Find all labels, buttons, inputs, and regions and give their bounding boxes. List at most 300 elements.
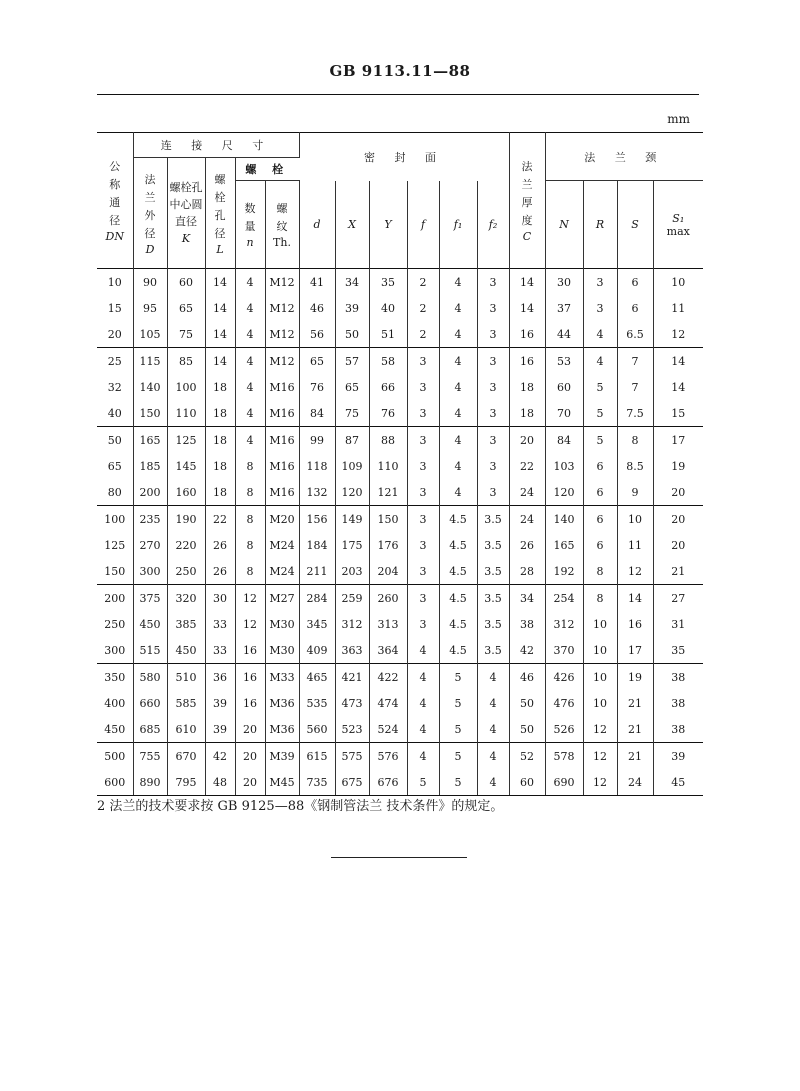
table-cell: 4 (439, 453, 477, 479)
table-cell: 3.5 (477, 585, 509, 612)
table-cell: 6 (583, 532, 617, 558)
table-cell: 36 (205, 664, 235, 691)
table-cell: 60 (167, 269, 205, 296)
table-cell: 690 (545, 769, 583, 796)
table-cell: 615 (299, 743, 335, 770)
table-cell: M24 (265, 532, 299, 558)
table-cell: 90 (133, 269, 167, 296)
table-cell: 4 (439, 479, 477, 506)
table-cell: 176 (369, 532, 407, 558)
table-cell: 192 (545, 558, 583, 585)
table-cell: 20 (671, 485, 686, 499)
footnote: 2 法兰的技术要求按 GB 9125—88《钢制管法兰 技术条件》的规定。 (97, 799, 504, 814)
table-cell: 20 (671, 538, 686, 552)
table-cell: 2 (407, 295, 439, 321)
table-row (97, 400, 703, 427)
header-Y: Y (369, 181, 407, 269)
table-cell: 132 (299, 479, 335, 506)
table-row (97, 427, 703, 454)
table-cell: 3 (477, 374, 509, 400)
table-cell: 5 (439, 716, 477, 743)
table-cell: 450 (97, 716, 133, 743)
table-cell: 3 (583, 295, 617, 321)
table-cell: 24 (509, 506, 545, 533)
table-cell: 676 (369, 769, 407, 796)
header-sealing-group: 密 封 面 (299, 133, 509, 181)
table-row (97, 453, 703, 479)
table-cell: 6 (583, 506, 617, 533)
table-cell: 2 (407, 269, 439, 296)
table-cell: 103 (545, 453, 583, 479)
table-cell: 345 (299, 611, 335, 637)
header-f2: f₂ (477, 181, 509, 269)
header-N: N (545, 181, 583, 269)
table-cell: 11 (671, 301, 686, 315)
header-connection-group: 连 接 尺 寸 (133, 133, 299, 158)
table-cell: 385 (167, 611, 205, 637)
table-cell: 21 (617, 743, 653, 770)
table-cell: 12 (671, 327, 686, 341)
table-cell: 32 (97, 374, 133, 400)
table-cell: 204 (369, 558, 407, 585)
table-row (97, 479, 703, 506)
table-cell: 200 (97, 585, 133, 612)
header-D: 法兰外径 D (133, 158, 167, 269)
table-cell: 19 (617, 664, 653, 691)
table-cell: 578 (545, 743, 583, 770)
table-cell: 524 (369, 716, 407, 743)
table-cell: 35 (369, 269, 407, 296)
table-cell: 6 (617, 269, 653, 296)
table-cell: 8 (583, 585, 617, 612)
table-cell: 35 (671, 643, 686, 657)
table-row (97, 611, 703, 637)
table-cell: 165 (133, 427, 167, 454)
table-cell: 14 (205, 269, 235, 296)
table-cell: M30 (265, 611, 299, 637)
table-cell: 20 (653, 506, 703, 533)
table-cell: 33 (205, 637, 235, 664)
table-cell: 60 (545, 374, 583, 400)
table-cell: 685 (133, 716, 167, 743)
table-cell: 260 (369, 585, 407, 612)
table-cell: 575 (335, 743, 369, 770)
table-cell: 38 (653, 664, 703, 691)
table-cell: 53 (545, 348, 583, 375)
table-cell: 84 (545, 427, 583, 454)
table-cell: M12 (265, 295, 299, 321)
table-cell: 20 (235, 743, 265, 770)
table-cell: 4.5 (439, 585, 477, 612)
table-cell: 8 (235, 532, 265, 558)
table-cell: 95 (133, 295, 167, 321)
table-cell: 4 (235, 348, 265, 375)
table-cell: 30 (545, 269, 583, 296)
table-row (97, 374, 703, 400)
table-cell: 18 (205, 427, 235, 454)
table-cell: 48 (205, 769, 235, 796)
table-cell: 350 (97, 664, 133, 691)
table-cell: 576 (369, 743, 407, 770)
table-cell: 3 (477, 269, 509, 296)
table-cell: 8 (235, 506, 265, 533)
header-neck-group: 法 兰 颈 (545, 133, 703, 181)
table-cell: 12 (583, 716, 617, 743)
table-cell: 26 (205, 558, 235, 585)
table-cell: 4 (477, 743, 509, 770)
table-cell: 3 (407, 374, 439, 400)
table-cell: M16 (265, 479, 299, 506)
table-cell: 42 (205, 743, 235, 770)
table-cell: 5 (583, 400, 617, 427)
table-cell: 17 (653, 427, 703, 454)
table-cell: 190 (167, 506, 205, 533)
table-cell: 40 (369, 295, 407, 321)
table-cell: 50 (335, 321, 369, 348)
table-cell: 363 (335, 637, 369, 664)
table-cell: 426 (545, 664, 583, 691)
table-cell: M16 (265, 453, 299, 479)
end-rule (331, 857, 467, 858)
table-cell: 19 (671, 459, 686, 473)
table-cell: 8 (235, 479, 265, 506)
table-cell: 120 (335, 479, 369, 506)
table-cell: 6 (583, 453, 617, 479)
table-cell: 250 (167, 558, 205, 585)
table-cell: 41 (299, 269, 335, 296)
table-cell: 300 (133, 558, 167, 585)
table-cell: 18 (509, 400, 545, 427)
table-cell: 39 (653, 743, 703, 770)
table-cell: 34 (509, 585, 545, 612)
table-cell: 28 (509, 558, 545, 585)
table-cell: 75 (167, 321, 205, 348)
table-cell: 150 (369, 506, 407, 533)
table-cell: 165 (545, 532, 583, 558)
table-cell: 150 (133, 400, 167, 427)
table-cell: M36 (265, 690, 299, 716)
table-cell: M39 (265, 743, 299, 770)
table-cell: 3 (477, 453, 509, 479)
table-cell: 109 (335, 453, 369, 479)
table-cell: 300 (97, 637, 133, 664)
table-cell: 8 (235, 558, 265, 585)
table-cell: 39 (335, 295, 369, 321)
table-cell: 18 (205, 453, 235, 479)
table-cell: 203 (335, 558, 369, 585)
table-cell: 10 (97, 269, 133, 296)
table-cell: 4.5 (439, 637, 477, 664)
table-cell: 312 (335, 611, 369, 637)
table-cell: 14 (617, 585, 653, 612)
table-row (97, 690, 703, 716)
table-cell: 890 (133, 769, 167, 796)
table-cell: 12 (235, 611, 265, 637)
table-row (97, 743, 703, 770)
table-cell: 3 (477, 479, 509, 506)
table-cell: 795 (167, 769, 205, 796)
header-rule (97, 94, 699, 95)
header-S1: S₁ max (666, 211, 690, 238)
table-cell: 421 (335, 664, 369, 691)
table-cell: 16 (617, 611, 653, 637)
table-cell: 14 (671, 380, 686, 394)
table-cell: 21 (617, 690, 653, 716)
table-cell: 3 (477, 400, 509, 427)
table-cell: 4 (477, 664, 509, 691)
header-K: 螺栓孔中心圆直径 K (167, 158, 205, 269)
table-cell: M27 (265, 585, 299, 612)
table-cell: 4 (439, 427, 477, 454)
table-cell: 4 (235, 269, 265, 296)
table-cell: 50 (509, 716, 545, 743)
table-cell: M12 (265, 348, 299, 375)
table-cell: 8 (235, 453, 265, 479)
table-cell: 99 (299, 427, 335, 454)
table-cell: 670 (167, 743, 205, 770)
table-cell: 254 (545, 585, 583, 612)
table-cell: 50 (97, 427, 133, 454)
table-cell: 660 (133, 690, 167, 716)
table-cell: 60 (509, 769, 545, 796)
table-cell: 7 (617, 348, 653, 375)
table-cell: 118 (299, 453, 335, 479)
table-cell: 14 (205, 321, 235, 348)
table-cell: 235 (133, 506, 167, 533)
table-cell: 5 (439, 664, 477, 691)
table-cell: 120 (545, 479, 583, 506)
table-cell: 211 (299, 558, 335, 585)
table-cell: 4 (439, 348, 477, 375)
table-cell: 20 (97, 321, 133, 348)
table-cell: 25 (97, 348, 133, 375)
table-row (97, 295, 703, 321)
table-cell: 11 (617, 532, 653, 558)
table-cell: 149 (335, 506, 369, 533)
table-cell: 3 (477, 295, 509, 321)
table-cell: 100 (97, 506, 133, 533)
table-cell: 4 (439, 295, 477, 321)
table-cell: 422 (369, 664, 407, 691)
page-header: GB 9113.11—88 (329, 62, 471, 80)
table-cell: 26 (205, 532, 235, 558)
table-cell: 3 (583, 269, 617, 296)
header-Th: 螺纹 Th. (265, 181, 299, 269)
table-cell: 5 (583, 427, 617, 454)
table-cell: 22 (205, 506, 235, 533)
table-cell: 20 (235, 716, 265, 743)
table-cell: 4 (235, 295, 265, 321)
table-cell: 51 (369, 321, 407, 348)
table-cell: 18 (205, 400, 235, 427)
table-cell: 185 (133, 453, 167, 479)
table-cell: 580 (133, 664, 167, 691)
table-cell: 474 (369, 690, 407, 716)
table-cell: 42 (509, 637, 545, 664)
table-cell: 3 (407, 611, 439, 637)
table-cell: M20 (265, 506, 299, 533)
header-bolt-group: 螺 栓 (235, 158, 299, 181)
table-cell: 400 (97, 690, 133, 716)
table-cell: 409 (299, 637, 335, 664)
header-f: f (407, 181, 439, 269)
table-cell: 66 (369, 374, 407, 400)
table-cell: 4 (235, 400, 265, 427)
table-cell: 46 (509, 664, 545, 691)
table-cell: 3.5 (477, 611, 509, 637)
table-cell: 375 (133, 585, 167, 612)
table-cell: 10 (583, 637, 617, 664)
table-cell: 24 (509, 479, 545, 506)
table-cell: 500 (97, 743, 133, 770)
table-cell: 3 (407, 585, 439, 612)
table-cell: M12 (265, 321, 299, 348)
table-row (97, 769, 703, 796)
table-cell: 37 (545, 295, 583, 321)
table-cell: 184 (299, 532, 335, 558)
table-cell: 370 (545, 637, 583, 664)
table-cell: 16 (509, 321, 545, 348)
table-cell: 39 (205, 690, 235, 716)
table-cell: 88 (369, 427, 407, 454)
table-cell: 6 (617, 295, 653, 321)
table-body (97, 269, 703, 796)
table-row (97, 269, 703, 296)
table-cell: 4 (439, 321, 477, 348)
table-cell: M16 (265, 400, 299, 427)
table-cell: 121 (369, 479, 407, 506)
table-cell: 4 (477, 716, 509, 743)
table-cell: 14 (205, 348, 235, 375)
table-cell: 160 (167, 479, 205, 506)
table-cell: 610 (167, 716, 205, 743)
table-cell: 145 (167, 453, 205, 479)
table-cell: M16 (265, 427, 299, 454)
table-cell: 526 (545, 716, 583, 743)
table-cell: 58 (369, 348, 407, 375)
header-d: d (299, 181, 335, 269)
table-row (97, 716, 703, 743)
table-cell: 3.5 (477, 506, 509, 533)
table-cell: 27 (653, 585, 703, 612)
table-cell: 40 (97, 400, 133, 427)
table-cell: 140 (133, 374, 167, 400)
table-cell: 3 (407, 479, 439, 506)
table-cell: 312 (545, 611, 583, 637)
table-cell: 515 (133, 637, 167, 664)
table-cell: 364 (369, 637, 407, 664)
table-cell: 26 (509, 532, 545, 558)
table-cell: 3 (477, 348, 509, 375)
table-cell: 250 (97, 611, 133, 637)
table-cell: M16 (265, 374, 299, 400)
table-cell: 16 (509, 348, 545, 375)
table-cell: M33 (265, 664, 299, 691)
table-cell: 39 (205, 716, 235, 743)
table-cell: 200 (133, 479, 167, 506)
table-cell: M30 (265, 637, 299, 664)
header-C: 法兰厚度 C (509, 133, 545, 269)
table-cell: 16 (235, 690, 265, 716)
table-cell: 70 (545, 400, 583, 427)
table-cell: 585 (167, 690, 205, 716)
table-cell: 52 (509, 743, 545, 770)
table-cell: 4 (477, 769, 509, 796)
table-cell: 21 (617, 716, 653, 743)
table-cell: 6 (583, 479, 617, 506)
table-cell: 4 (439, 374, 477, 400)
table-cell: 5 (583, 374, 617, 400)
table-cell: 5 (407, 769, 439, 796)
table-row (97, 664, 703, 691)
table-cell: 465 (299, 664, 335, 691)
table-cell: 110 (369, 453, 407, 479)
table-row (97, 348, 703, 375)
table-cell: 14 (509, 295, 545, 321)
table-cell: 44 (545, 321, 583, 348)
table-cell: 535 (299, 690, 335, 716)
header-n: 数量 n (235, 181, 265, 269)
table-cell: 80 (97, 479, 133, 506)
table-cell: 4 (583, 348, 617, 375)
table-cell: 105 (133, 321, 167, 348)
table-cell: 510 (167, 664, 205, 691)
table-cell: 76 (369, 400, 407, 427)
table-cell: 4.5 (439, 506, 477, 533)
table-cell: 75 (335, 400, 369, 427)
table-cell: 3.5 (477, 637, 509, 664)
table-cell: 38 (509, 611, 545, 637)
header-dn: 公称通径 DN (97, 133, 133, 269)
table-cell: 56 (299, 321, 335, 348)
table-cell: 3 (407, 400, 439, 427)
table-cell: 38 (671, 696, 686, 710)
table-cell: 33 (205, 611, 235, 637)
table-cell: 3 (407, 506, 439, 533)
table-cell: 18 (205, 374, 235, 400)
table-cell: 20 (509, 427, 545, 454)
table-cell: 18 (509, 374, 545, 400)
table-cell: 65 (167, 295, 205, 321)
header-R: R (583, 181, 617, 269)
table-cell: 4 (407, 743, 439, 770)
table-cell: 12 (583, 743, 617, 770)
table-cell: 10 (617, 506, 653, 533)
table-cell: 87 (335, 427, 369, 454)
table-cell: 8 (617, 427, 653, 454)
table-cell: 50 (509, 690, 545, 716)
table-cell: 2 (407, 321, 439, 348)
table-cell: 4.5 (439, 532, 477, 558)
table-cell: 4 (235, 374, 265, 400)
table-cell: 560 (299, 716, 335, 743)
table-cell: 5 (439, 690, 477, 716)
table-cell: 320 (167, 585, 205, 612)
header-S: S (617, 181, 653, 269)
table-cell: 12 (583, 769, 617, 796)
table-cell: 100 (167, 374, 205, 400)
table-cell: 15 (97, 295, 133, 321)
table-cell: 20 (235, 769, 265, 796)
table-cell: 4 (439, 400, 477, 427)
table-row (97, 558, 703, 585)
table-cell: 30 (205, 585, 235, 612)
table-cell: 523 (335, 716, 369, 743)
table-cell: 45 (653, 769, 703, 796)
table-cell: 4.5 (439, 611, 477, 637)
table-cell: 14 (509, 269, 545, 296)
table-cell: 15 (671, 406, 686, 420)
